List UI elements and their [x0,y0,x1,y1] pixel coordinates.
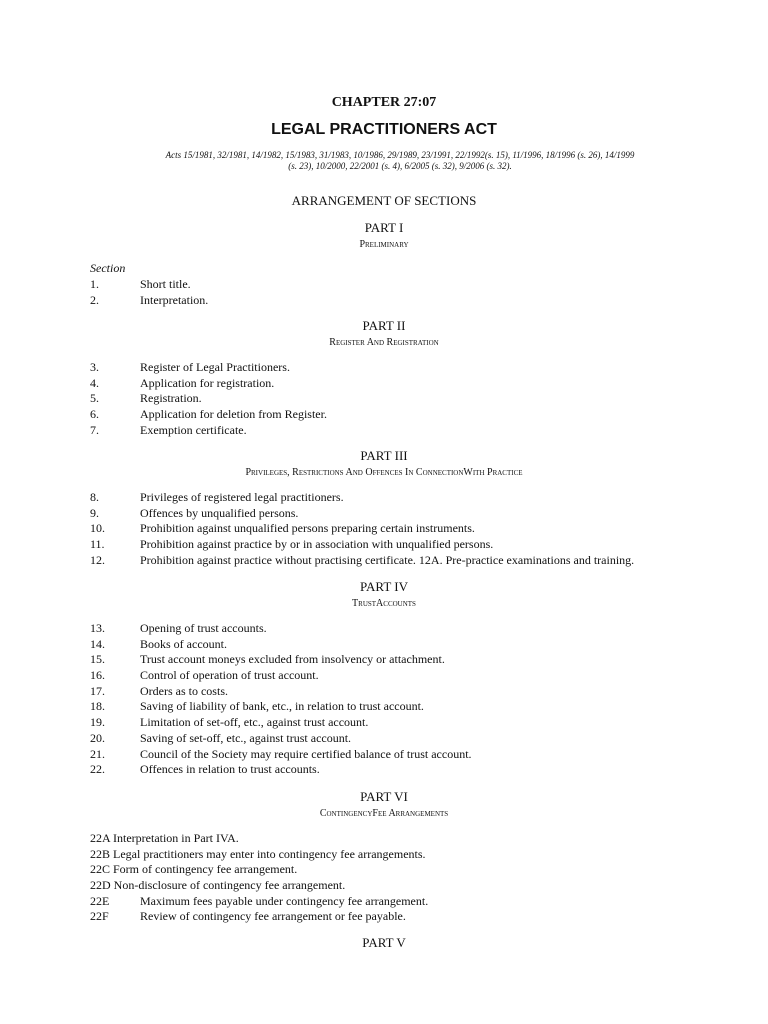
section-title: Trust account moneys excluded from insolvency or attachment. [140,652,445,667]
list-item [90,293,730,309]
part-title: PART II [362,318,406,333]
section-title: Prohibition against practice without practising certificate. 12A. Pre-practice examinations and training. [140,552,635,567]
section-title: Short title. [140,277,191,291]
list-item [90,731,730,747]
section-title: Register of Legal Practitioners. [140,360,290,374]
section-title: Orders as to costs. [140,683,228,698]
section-number: 12. [90,552,105,567]
section-title: Prohibition against unqualified persons preparing certain instruments. [140,521,475,536]
section-entry: 22B Legal practitioners may enter into contingency fee arrangements. [90,846,426,861]
list-item [90,715,730,731]
list-item [90,621,730,637]
chapter-heading: CHAPTER 27:07 [331,95,437,110]
section-number: 6. [90,407,99,422]
act-title: LEGAL PRACTITIONERS ACT [271,121,497,138]
section-title: Saving of liability of bank, etc., in relation to trust account. [140,699,424,714]
section-number: 10. [90,521,105,536]
list-item [90,376,730,392]
section-number: 3. [90,360,99,374]
list-item [90,360,730,376]
section-title: Opening of trust accounts. [140,621,267,635]
part-iii-list [90,490,730,568]
list-item [90,537,730,553]
list-item [90,762,730,778]
list-item [90,277,730,293]
list-item [90,391,730,407]
section-number: 5. [90,391,99,406]
list-item [90,553,730,569]
list-item [90,423,730,439]
section-title: Exemption certificate. [140,422,247,437]
section-title: Interpretation. [140,292,209,307]
part-ii-list [90,360,730,438]
part-i-list [90,277,730,308]
section-title: Review of contingency fee arrangement or fee payable. [140,909,406,924]
section-title: Prohibition against practice by or in association with unqualified persons. [140,537,494,552]
section-number: 2. [90,292,99,307]
acts-citation [160,150,640,172]
section-title: Application for deletion from Register. [140,407,327,422]
section-number: 22F [90,909,109,924]
section-title: Books of account. [140,636,227,651]
section-title: Offences by unqualified persons. [140,505,299,520]
acts-line-2: (s. 23), 10/2000, 22/2001 (s. 4), 6/2005 (s. 32), 9/2006 (s. 32). [288,161,512,171]
section-number: 15. [90,652,105,667]
part-subtitle: Privileges, Restrictions And Offences In ConnectionWith Practice [245,467,523,478]
list-item [90,847,730,863]
list-item [90,506,730,522]
section-number: 11. [90,537,105,552]
section-entry: 22C Form of contingency fee arrangement. [90,862,298,877]
section-number: 4. [90,375,99,390]
list-item [90,894,730,910]
part-iv-list [90,621,730,778]
list-item [90,862,730,878]
section-title: Privileges of registered legal practitioners. [140,490,344,504]
section-number: 17. [90,683,105,698]
section-title: Application for registration. [140,375,275,390]
section-title: Council of the Society may require certified balance of trust account. [140,746,472,761]
part-title: PART III [360,448,408,463]
section-label: Section [90,261,126,275]
section-number: 18. [90,699,105,714]
section-number: 22. [90,762,105,777]
part-subtitle: ContingencyFee Arrangements [319,808,449,819]
arrangement-heading: ARRANGEMENT OF SECTIONS [291,193,477,208]
list-item [90,490,730,506]
section-title: Offences in relation to trust accounts. [140,762,320,777]
section-number: 14. [90,636,105,651]
section-number: 19. [90,715,105,730]
list-item [90,699,730,715]
list-item [90,878,730,894]
section-number: 16. [90,668,105,683]
section-title: Registration. [140,391,202,406]
section-number: 13. [90,621,105,635]
list-item [90,909,730,925]
list-item [90,521,730,537]
section-number: 1. [90,277,99,291]
part-title: PART V [362,935,406,950]
section-title: Maximum fees payable under contingency fee arrangement. [140,893,429,908]
list-item [90,652,730,668]
section-title: Limitation of set-off, etc., against trust account. [140,715,369,730]
list-item [90,668,730,684]
section-number: 9. [90,505,99,520]
list-item [90,831,730,847]
part-subtitle: Register And Registration [329,337,439,348]
list-item [90,747,730,763]
part-title: PART I [364,220,404,235]
section-title: Control of operation of trust account. [140,668,319,683]
part-vi-list [90,831,730,925]
section-number: 20. [90,730,105,745]
section-number: 7. [90,422,99,437]
section-entry: 22D Non-disclosure of contingency fee arrangement. [90,878,346,893]
section-number: 8. [90,490,99,504]
section-number: 21. [90,746,105,761]
list-item [90,407,730,423]
section-title: Saving of set-off, etc., against trust account. [140,730,352,745]
acts-line-1: Acts 15/1981, 32/1981, 14/1982, 15/1983, 31/1983, 10/1986, 29/1989, 23/1991, 22/1992(s. 15), 11/1996, 18/1996 (s. 26), 14/1999 [165,150,635,160]
part-title: PART VI [360,789,408,804]
part-subtitle: TrustAccounts [352,598,416,609]
part-subtitle: Preliminary [359,239,409,250]
section-entry: 22A Interpretation in Part IVA. [90,831,239,845]
list-item [90,637,730,653]
part-title: PART IV [360,579,408,594]
section-number: 22E [90,893,110,908]
list-item [90,684,730,700]
